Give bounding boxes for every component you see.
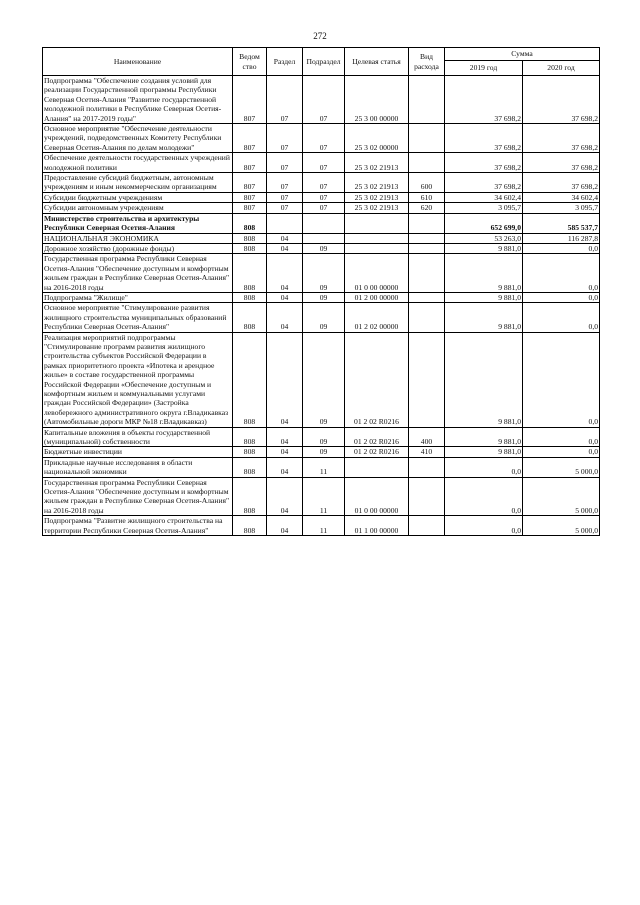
header-subsection: Подраздел (303, 48, 345, 76)
header-target: Целевая статья (345, 48, 409, 76)
cell-target (345, 457, 409, 477)
table-row (43, 192, 600, 202)
cell-2020: 37 698,2 (523, 124, 600, 153)
header-ministry: Ведом ство (233, 48, 267, 76)
cell-2020: 37 698,2 (523, 173, 600, 193)
cell-2019: 37 698,2 (445, 124, 523, 153)
cell-name: Министерство строительства и архитектуры Республики Северная Осетия-Алания (43, 213, 233, 233)
cell-2019: 9 881,0 (445, 447, 523, 457)
budget-table-body (43, 76, 600, 536)
cell-expense (409, 233, 445, 243)
table-row (43, 124, 600, 153)
cell-2020: 5 000,0 (523, 477, 600, 516)
cell-2020: 0,0 (523, 254, 600, 293)
table-row (43, 254, 600, 293)
cell-section: 07 (267, 192, 303, 202)
cell-2020: 3 095,7 (523, 203, 600, 213)
table-row (43, 457, 600, 477)
cell-name: Государственная программа Республики Северная Осетия-Алания "Обеспечение доступным и комфортным жильем граждан в Республике Северная Осетия-Алания" на 2016-2018 годы (43, 477, 233, 516)
cell-section: 04 (267, 332, 303, 427)
cell-ministry: 807 (233, 203, 267, 213)
cell-ministry: 807 (233, 153, 267, 173)
cell-expense (409, 457, 445, 477)
cell-expense (409, 153, 445, 173)
cell-subsection: 11 (303, 516, 345, 536)
cell-ministry: 808 (233, 447, 267, 457)
cell-name: Бюджетные инвестиции (43, 447, 233, 457)
cell-2020: 0,0 (523, 427, 600, 447)
cell-name: Предоставление субсидий бюджетным, автономным учреждениям и иным некоммерческим организациям (43, 173, 233, 193)
cell-section: 07 (267, 153, 303, 173)
cell-subsection: 07 (303, 173, 345, 193)
cell-name: Капитальные вложения в объекты государственной (муниципальной) собственности (43, 427, 233, 447)
cell-name: Подпрограмма "Жилище" (43, 292, 233, 302)
cell-ministry: 807 (233, 192, 267, 202)
cell-ministry: 808 (233, 516, 267, 536)
cell-subsection: 07 (303, 203, 345, 213)
table-row (43, 477, 600, 516)
cell-target: 01 0 00 00000 (345, 254, 409, 293)
cell-section: 07 (267, 76, 303, 124)
cell-expense (409, 76, 445, 124)
cell-2020: 116 287,8 (523, 233, 600, 243)
cell-2019: 9 881,0 (445, 303, 523, 332)
cell-name: Реализация мероприятий подпрограммы "Стимулирование программ развития жилищного строительства субъектов Российской Федерации в рамках приоритетного проекта «Ипотека и арендное жилье» в составе государственной программы Российской Федерации «Обеспечение доступным и комфортным жильем и коммунальными услугами граждан Российской Федерации» (Застройка левобережного административного округа г.Владикавказ (Автомобильные дороги МКР №18 г.Владикавказ) (43, 332, 233, 427)
cell-target: 01 2 00 00000 (345, 292, 409, 302)
page-number: 272 (313, 31, 327, 41)
cell-subsection: 09 (303, 332, 345, 427)
cell-expense (409, 332, 445, 427)
cell-target: 25 3 02 21913 (345, 192, 409, 202)
cell-name: НАЦИОНАЛЬНАЯ ЭКОНОМИКА (43, 233, 233, 243)
cell-ministry: 808 (233, 292, 267, 302)
cell-target (345, 233, 409, 243)
cell-target: 01 1 00 00000 (345, 516, 409, 536)
cell-2019: 0,0 (445, 457, 523, 477)
cell-expense: 620 (409, 203, 445, 213)
cell-name: Подпрограмма "Обеспечение создания условий для реализации Государственной программы Республики Северная Осетия-Алания "Развитие государственной молодежной политики в Республике Северная Осетия-Алания" на 2017-2019 годы" (43, 76, 233, 124)
table-row (43, 213, 600, 233)
cell-target (345, 213, 409, 233)
table-row (43, 332, 600, 427)
cell-subsection: 09 (303, 303, 345, 332)
cell-section: 04 (267, 254, 303, 293)
cell-subsection: 07 (303, 153, 345, 173)
cell-expense: 610 (409, 192, 445, 202)
cell-name: Прикладные научные исследования в области национальной экономики (43, 457, 233, 477)
cell-target: 25 3 02 21913 (345, 203, 409, 213)
cell-subsection: 09 (303, 254, 345, 293)
cell-expense (409, 303, 445, 332)
cell-target: 01 2 02 00000 (345, 303, 409, 332)
cell-expense (409, 124, 445, 153)
cell-ministry: 808 (233, 427, 267, 447)
cell-subsection: 11 (303, 457, 345, 477)
cell-section: 07 (267, 203, 303, 213)
cell-2019: 9 881,0 (445, 427, 523, 447)
table-row (43, 303, 600, 332)
cell-target: 01 0 00 00000 (345, 477, 409, 516)
cell-2019: 9 881,0 (445, 254, 523, 293)
cell-expense (409, 213, 445, 233)
cell-ministry: 808 (233, 457, 267, 477)
cell-2020: 34 602,4 (523, 192, 600, 202)
cell-2019: 9 881,0 (445, 292, 523, 302)
cell-2019: 0,0 (445, 477, 523, 516)
cell-ministry: 808 (233, 243, 267, 253)
cell-target: 01 2 02 R0216 (345, 447, 409, 457)
cell-section: 04 (267, 233, 303, 243)
cell-2020: 0,0 (523, 303, 600, 332)
cell-target (345, 243, 409, 253)
cell-subsection: 09 (303, 243, 345, 253)
cell-2019: 53 263,0 (445, 233, 523, 243)
cell-subsection: 09 (303, 447, 345, 457)
cell-target: 25 3 00 00000 (345, 76, 409, 124)
header-year-2020: 2020 год (523, 61, 600, 76)
cell-section: 04 (267, 477, 303, 516)
cell-section (267, 213, 303, 233)
cell-2019: 0,0 (445, 516, 523, 536)
cell-2019: 3 095,7 (445, 203, 523, 213)
table-row (43, 516, 600, 536)
cell-name: Дорожное хозяйство (дорожные фонды) (43, 243, 233, 253)
cell-ministry: 808 (233, 254, 267, 293)
cell-section: 04 (267, 243, 303, 253)
table-row (43, 173, 600, 193)
cell-2020: 0,0 (523, 243, 600, 253)
cell-subsection: 07 (303, 76, 345, 124)
cell-ministry: 807 (233, 173, 267, 193)
cell-ministry: 808 (233, 303, 267, 332)
cell-expense (409, 243, 445, 253)
header-year-2019: 2019 год (445, 61, 523, 76)
table-row (43, 427, 600, 447)
cell-name: Субсидии автономным учреждениям (43, 203, 233, 213)
cell-target: 01 2 02 R0216 (345, 427, 409, 447)
cell-name: Государственная программа Республики Северная Осетия-Алания "Обеспечение доступным и комфортным жильем граждан в Республике Северная Осетия-Алания" на 2016-2018 годы (43, 254, 233, 293)
cell-target: 01 2 02 R0216 (345, 332, 409, 427)
cell-expense (409, 477, 445, 516)
cell-subsection: 09 (303, 427, 345, 447)
table-row (43, 233, 600, 243)
cell-target: 25 3 02 21913 (345, 173, 409, 193)
cell-section: 04 (267, 457, 303, 477)
cell-2020: 585 537,7 (523, 213, 600, 233)
cell-section: 04 (267, 303, 303, 332)
cell-name: Обеспечение деятельности государственных учреждений молодежной политики (43, 153, 233, 173)
cell-section: 04 (267, 447, 303, 457)
cell-2020: 0,0 (523, 447, 600, 457)
cell-name: Субсидии бюджетным учреждениям (43, 192, 233, 202)
cell-section: 04 (267, 292, 303, 302)
cell-2020: 0,0 (523, 292, 600, 302)
cell-2020: 5 000,0 (523, 457, 600, 477)
cell-expense (409, 254, 445, 293)
cell-2019: 37 698,2 (445, 173, 523, 193)
cell-ministry: 808 (233, 477, 267, 516)
cell-subsection (303, 233, 345, 243)
cell-2019: 652 699,0 (445, 213, 523, 233)
table-row (43, 292, 600, 302)
cell-name: Подпрограмма "Развитие жилищного строительства на территории Республики Северная Осетия-Алания" (43, 516, 233, 536)
cell-2019: 34 602,4 (445, 192, 523, 202)
cell-ministry: 808 (233, 213, 267, 233)
cell-subsection: 11 (303, 477, 345, 516)
cell-target: 25 3 02 00000 (345, 124, 409, 153)
cell-ministry: 807 (233, 76, 267, 124)
budget-table (42, 47, 600, 536)
cell-2019: 37 698,2 (445, 153, 523, 173)
cell-2020: 5 000,0 (523, 516, 600, 536)
cell-subsection: 09 (303, 292, 345, 302)
cell-ministry: 807 (233, 124, 267, 153)
cell-expense: 400 (409, 427, 445, 447)
table-row (43, 76, 600, 124)
cell-target: 25 3 02 21913 (345, 153, 409, 173)
cell-section: 04 (267, 516, 303, 536)
cell-subsection: 07 (303, 192, 345, 202)
cell-section: 07 (267, 173, 303, 193)
cell-2020: 37 698,2 (523, 76, 600, 124)
cell-subsection: 07 (303, 124, 345, 153)
cell-expense: 410 (409, 447, 445, 457)
cell-subsection (303, 213, 345, 233)
cell-expense (409, 516, 445, 536)
table-row (43, 203, 600, 213)
cell-2020: 0,0 (523, 332, 600, 427)
cell-2019: 37 698,2 (445, 76, 523, 124)
table-row (43, 243, 600, 253)
cell-2019: 9 881,0 (445, 243, 523, 253)
table-row (43, 447, 600, 457)
cell-ministry: 808 (233, 332, 267, 427)
table-row (43, 153, 600, 173)
header-expense: Вид расхода (409, 48, 445, 76)
cell-section: 04 (267, 427, 303, 447)
cell-2020: 37 698,2 (523, 153, 600, 173)
header-sum: Сумма (445, 48, 600, 61)
header-section: Раздел (267, 48, 303, 76)
cell-ministry: 808 (233, 233, 267, 243)
cell-2019: 9 881,0 (445, 332, 523, 427)
header-name: Наименование (43, 48, 233, 76)
cell-name: Основное мероприятие "Стимулирование развития жилищного строительства муниципальных образований Республики Северная Осетия-Алания" (43, 303, 233, 332)
cell-expense (409, 292, 445, 302)
cell-section: 07 (267, 124, 303, 153)
cell-expense: 600 (409, 173, 445, 193)
cell-name: Основное мероприятие "Обеспечение деятельности учреждений, подведомственных Комитету Республики Северная Осетия-Алания по делам молодежи" (43, 124, 233, 153)
